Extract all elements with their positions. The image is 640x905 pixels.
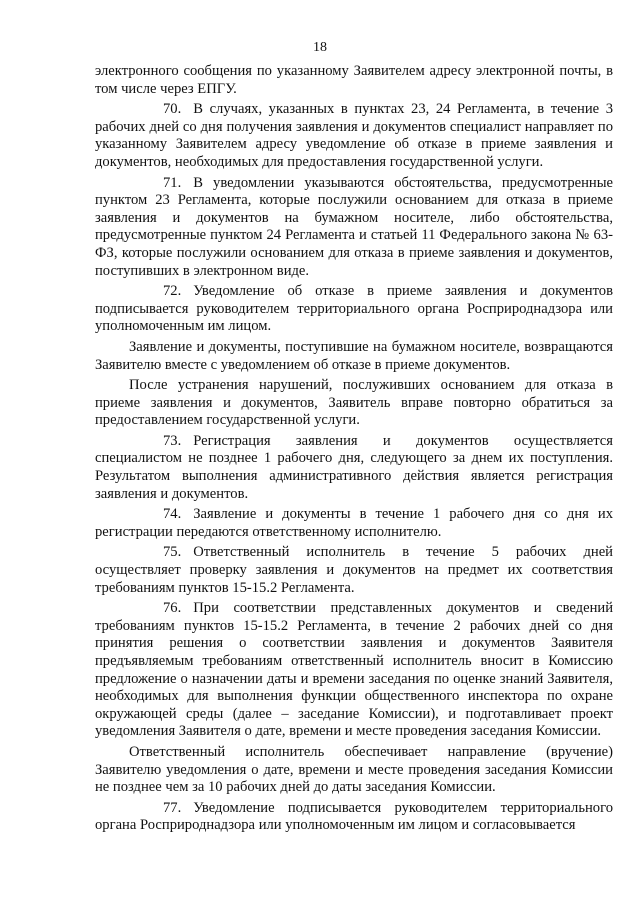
paragraph-73 xyxy=(95,433,613,503)
paragraph-returned-documents xyxy=(95,339,613,374)
document-body xyxy=(95,63,613,838)
paragraph-text: После устранения нарушений, послуживших основанием для отказа в приеме заявления и документов, Заявитель вправе повторно обратиться за предоставлением государственной услуги. xyxy=(95,377,613,429)
paragraph-text: В уведомлении указываются обстоятельства, предусмотренные пунктом 23 Регламента, которые послужили основанием для отказа в приеме заявления и документов на бумажном носителе, либо обстоятельства, предусмотренные пунктом 24 Регламента и статьей 11 Федерального закона № 63-ФЗ, которые послужили основанием для отказа в приеме заявления и документов, поступивших в электронном виде. xyxy=(95,174,613,279)
paragraph-number: 72. xyxy=(163,283,182,300)
paragraph-notification-delivery xyxy=(95,744,613,797)
paragraph-number: 70. xyxy=(163,101,182,118)
paragraph-70 xyxy=(95,101,613,171)
paragraph-text: Уведомление подписывается руководителем территориального органа Росприроднадзора или уполномоченным им лицом и согласовывается xyxy=(95,799,613,834)
paragraph-text: Уведомление об отказе в приеме заявления и документов подписывается руководителем территориального органа Росприроднадзора или уполномоченным им лицом. xyxy=(95,283,613,335)
paragraph-number: 71. xyxy=(163,174,182,191)
paragraph-text: электронного сообщения по указанному Заявителем адресу электронной почты, в том числе через ЕПГУ. xyxy=(95,63,613,97)
paragraph-text: Ответственный исполнитель в течение 5 рабочих дней осуществляет проверку заявления и документов на предмет их соответствия требованиям пунктов 15-15.2 Регламента. xyxy=(95,544,613,596)
paragraph-text: Заявление и документы в течение 1 рабочего дня со дня их регистрации передаются ответственному исполнителю. xyxy=(95,506,613,540)
paragraph-77 xyxy=(95,800,613,835)
paragraph-text: Ответственный исполнитель обеспечивает направление (вручение) Заявителю уведомления о дате, времени и месте проведения заседания Комиссии не позднее чем за 10 рабочих дней до даты заседания Комиссии. xyxy=(95,743,613,796)
paragraph-71 xyxy=(95,175,613,281)
paragraph-reapply xyxy=(95,377,613,430)
paragraph-text: При соответствии представленных документов и сведений требованиям пунктов 15-15.2 Регламента, в течение 2 рабочих дней со дня принятия решения о соответствии заявления и документов Заявителя предъявляемым требованиям ответственный исполнитель вносит в Комиссию предложение о назначении даты и времени заседания по оценке знаний Заявителя, необходимых для выполнения функции общественного инспектора по охране окружающей среды (далее – заседание Комиссии), и подготавливает проект уведомления Заявителя о дате, времени и месте проведения заседания Комиссии. xyxy=(95,600,613,740)
paragraph-72 xyxy=(95,283,613,336)
paragraph-number: 75. xyxy=(163,544,182,561)
paragraph-74 xyxy=(95,506,613,541)
paragraph-number: 74. xyxy=(163,506,182,523)
paragraph-number: 77. xyxy=(163,799,182,816)
paragraph-number: 76. xyxy=(163,600,182,617)
page-number: 18 xyxy=(313,40,327,55)
paragraph-text: Регистрация заявления и документов осуществляется специалистом не позднее 1 рабочего дня, следующего за днем их поступления. Результатом выполнения административного действия является регистрация заявления и документов. xyxy=(95,432,613,502)
paragraph-number: 73. xyxy=(163,432,182,449)
paragraph-75 xyxy=(95,544,613,597)
paragraph-text: Заявление и документы, поступившие на бумажном носителе, возвращаются Заявителю вместе с уведомлением об отказе в приеме документов. xyxy=(95,338,613,373)
paragraph-76 xyxy=(95,600,613,741)
paragraph-continuation xyxy=(95,63,613,98)
paragraph-text: В случаях, указанных в пунктах 23, 24 Регламента, в течение 3 рабочих дней со дня получения заявления и документов специалист направляет по указанному Заявителем адресу уведомление об отказе в приеме заявления и документов, необходимых для предоставления государственной услуги. xyxy=(95,101,613,170)
